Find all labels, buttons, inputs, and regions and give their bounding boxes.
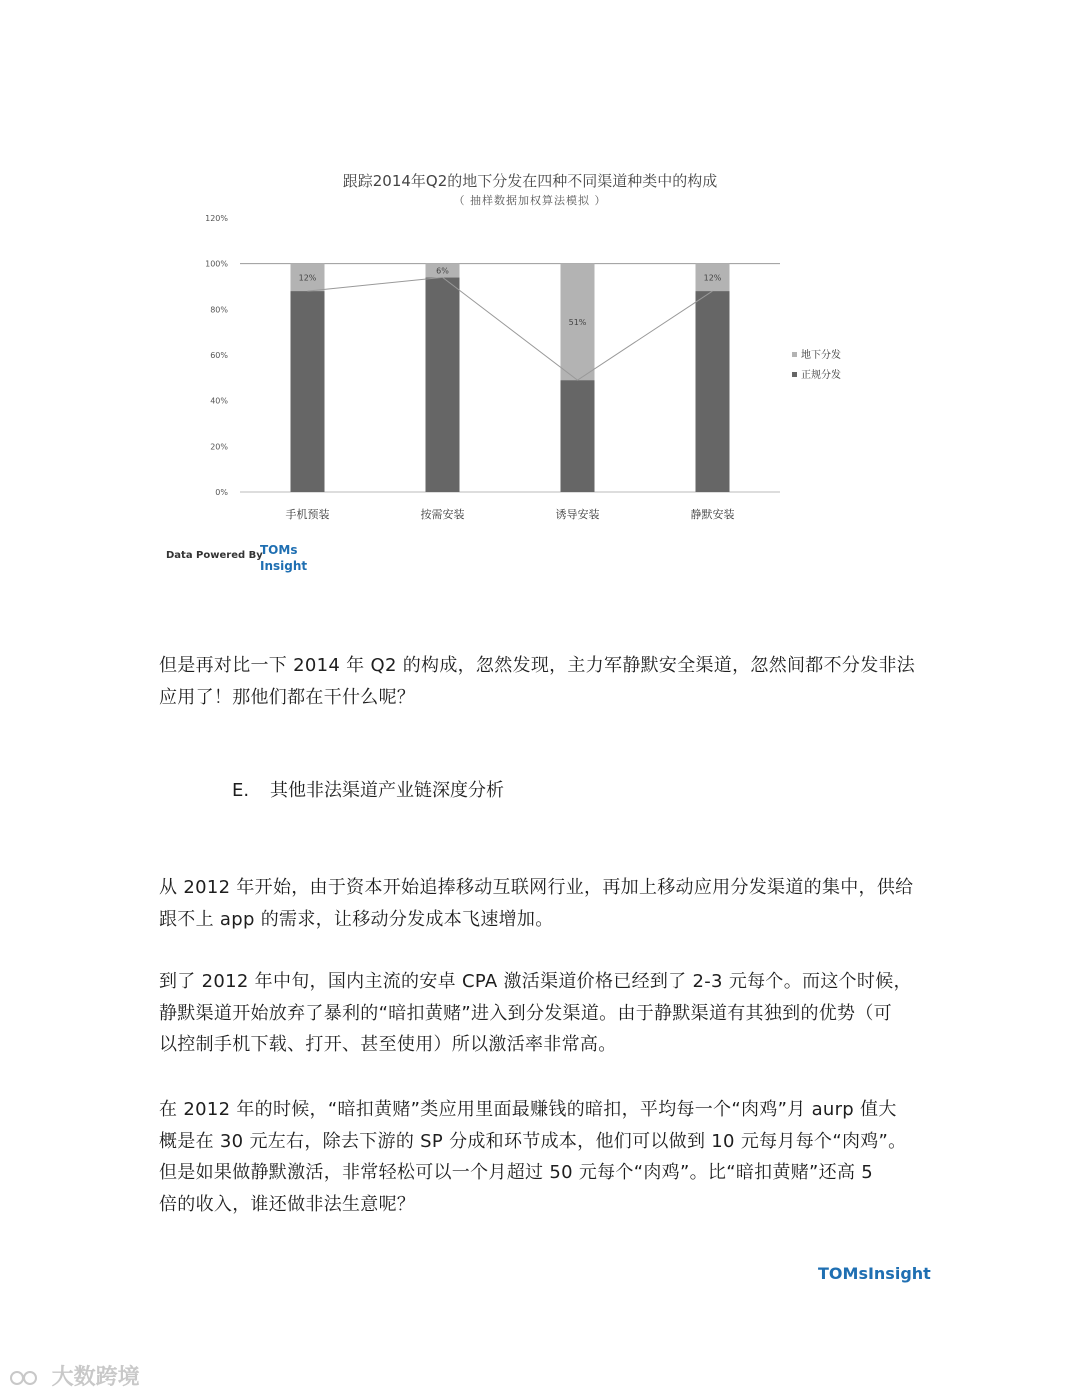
data-label: 12% bbox=[298, 273, 317, 283]
toms-logo-line1: TOMs bbox=[260, 543, 298, 557]
x-tick-label: 手机预装 bbox=[285, 508, 330, 521]
data-label: 51% bbox=[568, 317, 587, 327]
connector-line bbox=[308, 277, 713, 380]
chart-subtitle: （ 抽样数据加权算法模拟 ） bbox=[453, 194, 607, 207]
y-tick-label: 40% bbox=[210, 396, 228, 406]
paragraph-line: 静默渠道开始放弃了暴利的“暗扣黄赌”进入到分发渠道。由于静默渠道有其独到的优势（可 bbox=[159, 1002, 892, 1024]
section-heading bbox=[232, 776, 504, 802]
paragraph-line: 以控制手机下载、打开、甚至使用）所以激活率非常高。 bbox=[159, 1034, 617, 1055]
chart-svg bbox=[160, 160, 900, 530]
paragraph-line: 跟不上 app 的需求，让移动分发成本飞速增加。 bbox=[159, 908, 554, 930]
x-tick-label: 按需安装 bbox=[420, 508, 465, 521]
bar-regular bbox=[696, 291, 730, 492]
y-tick-label: 80% bbox=[210, 305, 228, 315]
paragraph-line: 应用了！那他们都在干什么呢？ bbox=[159, 686, 416, 708]
section-title: 其他非法渠道产业链深度分析 bbox=[270, 780, 504, 801]
y-tick-label: 60% bbox=[210, 351, 228, 360]
data-label: 6% bbox=[436, 266, 449, 276]
section-letter: E. bbox=[232, 780, 250, 801]
y-tick-label: 0% bbox=[215, 488, 228, 497]
y-tick-label: 120% bbox=[205, 214, 228, 223]
legend-swatch bbox=[792, 352, 797, 357]
bar-regular bbox=[426, 277, 460, 492]
toms-logo-line2: Insight bbox=[260, 559, 308, 573]
paragraph-line: 从 2012 年开始，由于资本开始追捧移动互联网行业，再加上移动应用分发渠道的集中，供给 bbox=[159, 877, 914, 898]
legend-label: 地下分发 bbox=[801, 350, 841, 361]
toms-insight-logo bbox=[260, 542, 307, 574]
paragraph-1 bbox=[159, 650, 919, 713]
paragraph-3 bbox=[159, 966, 919, 1061]
watermark-icon bbox=[8, 1367, 44, 1389]
data-label: 12% bbox=[703, 273, 722, 283]
paragraph-4 bbox=[159, 1094, 919, 1220]
chart-title: 跟踪2014年Q2的地下分发在四种不同渠道种类中的构成 bbox=[342, 172, 718, 190]
data-powered-by: Data Powered By bbox=[166, 550, 263, 561]
watermark-text: 大数跨境 bbox=[51, 1365, 140, 1390]
chart bbox=[160, 160, 900, 590]
bar-regular bbox=[561, 380, 595, 492]
x-tick-label: 诱导安装 bbox=[555, 508, 600, 521]
watermark bbox=[8, 1360, 140, 1391]
footer-logo: TOMsInsight bbox=[818, 1264, 931, 1283]
paragraph-line: 但是如果做静默激活，非常轻松可以一个月超过 50 元每个“肉鸡”。比“暗扣黄赌”还高 5 bbox=[159, 1162, 874, 1183]
paragraph-line: 但是再对比一下 2014 年 Q2 的构成，忽然发现，主力军静默安全渠道，忽然间都不分发非法 bbox=[159, 655, 916, 676]
bar-regular bbox=[291, 291, 325, 492]
legend-swatch bbox=[792, 372, 797, 377]
y-tick-label: 20% bbox=[210, 442, 228, 452]
x-tick-label: 静默安装 bbox=[690, 508, 735, 521]
legend-label: 正规分发 bbox=[801, 370, 841, 381]
paragraph-2 bbox=[159, 872, 919, 935]
paragraph-line: 概是在 30 元左右，除去下游的 SP 分成和环节成本，他们可以做到 10 元每月每个“肉鸡”。 bbox=[159, 1130, 907, 1152]
paragraph-line: 倍的收入，谁还做非法生意呢？ bbox=[159, 1193, 416, 1215]
paragraph-line: 到了 2012 年中旬，国内主流的安卓 CPA 激活渠道价格已经到了 2-3 元每个。而这个时候， bbox=[159, 971, 912, 992]
paragraph-line: 在 2012 年的时候，“暗扣黄赌”类应用里面最赚钱的暗扣，平均每一个“肉鸡”月 aurp 值大 bbox=[159, 1099, 897, 1120]
y-tick-label: 100% bbox=[205, 259, 228, 269]
